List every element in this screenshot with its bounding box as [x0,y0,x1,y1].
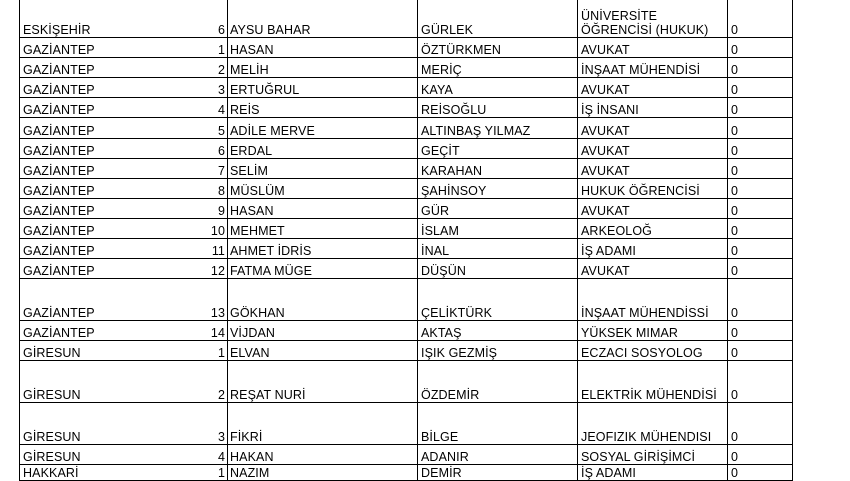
table-row [20,57,793,77]
rank-name-cell [228,278,418,320]
rank-name-cell [228,97,418,117]
occupation-cell: ARKEOLOĞ [578,218,728,238]
city-cell: HAKKARİ 1 [20,464,228,480]
city-cell: GAZİANTEP 3 [20,77,228,97]
rank-number: 2 [217,387,225,402]
first-name: MELİH [230,62,269,77]
table-row [20,178,793,198]
occupation-cell: İNŞAAT MÜHENDİSSİ [578,278,728,320]
occupation-cell: AVUKAT [578,37,728,57]
occupation-cell: İŞ ADAMI [578,464,728,480]
rank-name-cell [228,238,418,258]
table-row [20,117,793,138]
rank-name-cell [228,117,418,138]
first-name: AYSU BAHAR [230,22,311,37]
occupation-cell: AVUKAT [578,77,728,97]
rank-name-cell [228,218,418,238]
value-cell: 0 [728,218,793,238]
first-name: MÜSLÜM [230,183,285,198]
rank-number: 4 [217,102,225,117]
rank-number: 8 [217,183,225,198]
value-cell: 0 [728,158,793,178]
table-row [20,198,793,218]
candidate-table [19,0,793,481]
surname-cell: KARAHAN [418,158,578,178]
city-cell: GAZİANTEP 14 [20,320,228,340]
surname-cell: ADANIR [418,444,578,464]
city-cell: GAZİANTEP 4 [20,97,228,117]
value-cell: 0 [728,178,793,198]
city-cell: ESKİŞEHİR 6 [20,0,228,37]
table-row [20,37,793,57]
rank-number: 11 [211,243,225,258]
table-row [20,158,793,178]
value-cell: 0 [728,402,793,444]
table-row [20,238,793,258]
first-name: REİS [230,102,260,117]
first-name: ERDAL [230,143,273,158]
value-cell: 0 [728,37,793,57]
occupation-cell: AVUKAT [578,258,728,278]
city-cell: GAZİANTEP 12 [20,258,228,278]
surname-cell: ÇELİKTÜRK [418,278,578,320]
surname-cell: BİLGE [418,402,578,444]
surname-cell: MERİÇ [418,57,578,77]
first-name: MEHMET [230,223,285,238]
value-cell: 0 [728,238,793,258]
rank-name-cell [228,57,418,77]
rank-name-cell [228,178,418,198]
first-name: GÖKHAN [230,305,285,320]
surname-cell: ŞAHİNSOY [418,178,578,198]
rank-name-cell [228,258,418,278]
city-cell: GAZİANTEP 2 [20,57,228,77]
rank-number: 2 [217,62,225,77]
value-cell: 0 [728,278,793,320]
surname-cell: ALTINBAŞ YILMAZ [418,117,578,138]
table-row [20,278,793,320]
rank-number: 1 [217,345,225,360]
city-cell: GAZİANTEP 11 [20,238,228,258]
rank-number: 14 [210,325,225,340]
rank-name-cell [228,360,418,402]
rank-number: 10 [210,223,225,238]
city-cell: GAZİANTEP 1 [20,37,228,57]
occupation-cell: AVUKAT [578,138,728,158]
first-name: REŞAT NURİ [230,387,306,402]
occupation-cell: AVUKAT [578,198,728,218]
rank-name-cell [228,77,418,97]
first-name: ADİLE MERVE [230,123,315,138]
rank-number: 3 [217,429,225,444]
occupation-cell: JEOFIZIK MÜHENDISI [578,402,728,444]
occupation-cell: AVUKAT [578,158,728,178]
city-cell: GİRESUN 1 [20,340,228,360]
city-cell: GAZİANTEP 8 [20,178,228,198]
rank-number: 6 [217,143,225,158]
table-row [20,360,793,402]
value-cell: 0 [728,198,793,218]
first-name: HASAN [230,42,274,57]
occupation-cell: YÜKSEK MIMAR [578,320,728,340]
table-row [20,340,793,360]
rank-number: 3 [217,82,225,97]
value-cell: 0 [728,464,793,480]
first-name: ERTUĞRUL [230,82,300,97]
surname-cell: GEÇİT [418,138,578,158]
value-cell: 0 [728,0,793,37]
first-name: FATMA MÜGE [230,263,313,278]
value-cell: 0 [728,444,793,464]
value-cell: 0 [728,117,793,138]
surname-cell: ÖZTÜRKMEN [418,37,578,57]
first-name: NAZIM [230,465,270,480]
value-cell: 0 [728,97,793,117]
surname-cell: DÜŞÜN [418,258,578,278]
occupation-cell: İŞ ADAMI [578,238,728,258]
occupation-cell: İNŞAAT MÜHENDİSİ [578,57,728,77]
city-cell: GİRESUN 4 [20,444,228,464]
city-cell: GAZİANTEP 5 [20,117,228,138]
rank-number: 6 [217,22,225,37]
rank-name-cell [228,198,418,218]
rank-number: 5 [217,123,225,138]
rank-name-cell [228,320,418,340]
surname-cell: GÜR [418,198,578,218]
first-name: ELVAN [230,345,270,360]
first-name: VİJDAN [230,325,276,340]
table-row [20,258,793,278]
table-row [20,0,793,37]
rank-name-cell [228,37,418,57]
value-cell: 0 [728,258,793,278]
occupation-cell: İŞ İNSANI [578,97,728,117]
rank-number: 9 [217,203,225,218]
first-name: HAKAN [230,449,274,464]
surname-cell: KAYA [418,77,578,97]
table-row [20,320,793,340]
first-name: SELİM [230,163,269,178]
value-cell: 0 [728,77,793,97]
table-row [20,77,793,97]
city-cell: GAZİANTEP 6 [20,138,228,158]
occupation-cell: AVUKAT [578,117,728,138]
occupation-cell: ECZACI SOSYOLOG [578,340,728,360]
rank-number: 1 [217,42,225,57]
surname-cell: ÖZDEMİR [418,360,578,402]
surname-cell: İSLAM [418,218,578,238]
city-cell: GAZİANTEP 10 [20,218,228,238]
first-name: HASAN [230,203,274,218]
candidate-table-body [20,0,793,480]
rank-name-cell [228,138,418,158]
table-row [20,402,793,444]
rank-name-cell [228,444,418,464]
rank-name-cell [228,158,418,178]
value-cell: 0 [728,138,793,158]
rank-number: 13 [210,305,225,320]
occupation-cell: SOSYAL GİRİŞİMCİ [578,444,728,464]
city-cell: GİRESUN 2 [20,360,228,402]
surname-cell: AKTAŞ [418,320,578,340]
table-row [20,218,793,238]
value-cell: 0 [728,360,793,402]
city-cell: GAZİANTEP 7 [20,158,228,178]
surname-cell: IŞIK GEZMİŞ [418,340,578,360]
surname-cell: GÜRLEK [418,0,578,37]
table-row [20,97,793,117]
rank-number: 4 [217,449,225,464]
first-name: FİKRİ [230,429,263,444]
rank-number: 12 [210,263,225,278]
rank-name-cell [228,340,418,360]
first-name: AHMET İDRİS [230,243,312,258]
value-cell: 0 [728,57,793,77]
table-row [20,138,793,158]
city-cell: GAZİANTEP 9 [20,198,228,218]
occupation-cell: ÜNİVERSİTE ÖĞRENCİSİ (HUKUK) [578,0,728,37]
occupation-cell: ELEKTRİK MÜHENDİSİ [578,360,728,402]
city-cell: GİRESUN 3 [20,402,228,444]
rank-number: 7 [217,163,225,178]
occupation-cell: HUKUK ÖĞRENCİSİ [578,178,728,198]
value-cell: 0 [728,340,793,360]
table-row [20,444,793,464]
rank-name-cell [228,0,418,37]
surname-cell: DEMİR [418,464,578,480]
value-cell: 0 [728,320,793,340]
rank-name-cell [228,402,418,444]
surname-cell: REİSOĞLU [418,97,578,117]
city-cell: GAZİANTEP 13 [20,278,228,320]
rank-number: 1 [217,465,225,480]
surname-cell: İNAL [418,238,578,258]
